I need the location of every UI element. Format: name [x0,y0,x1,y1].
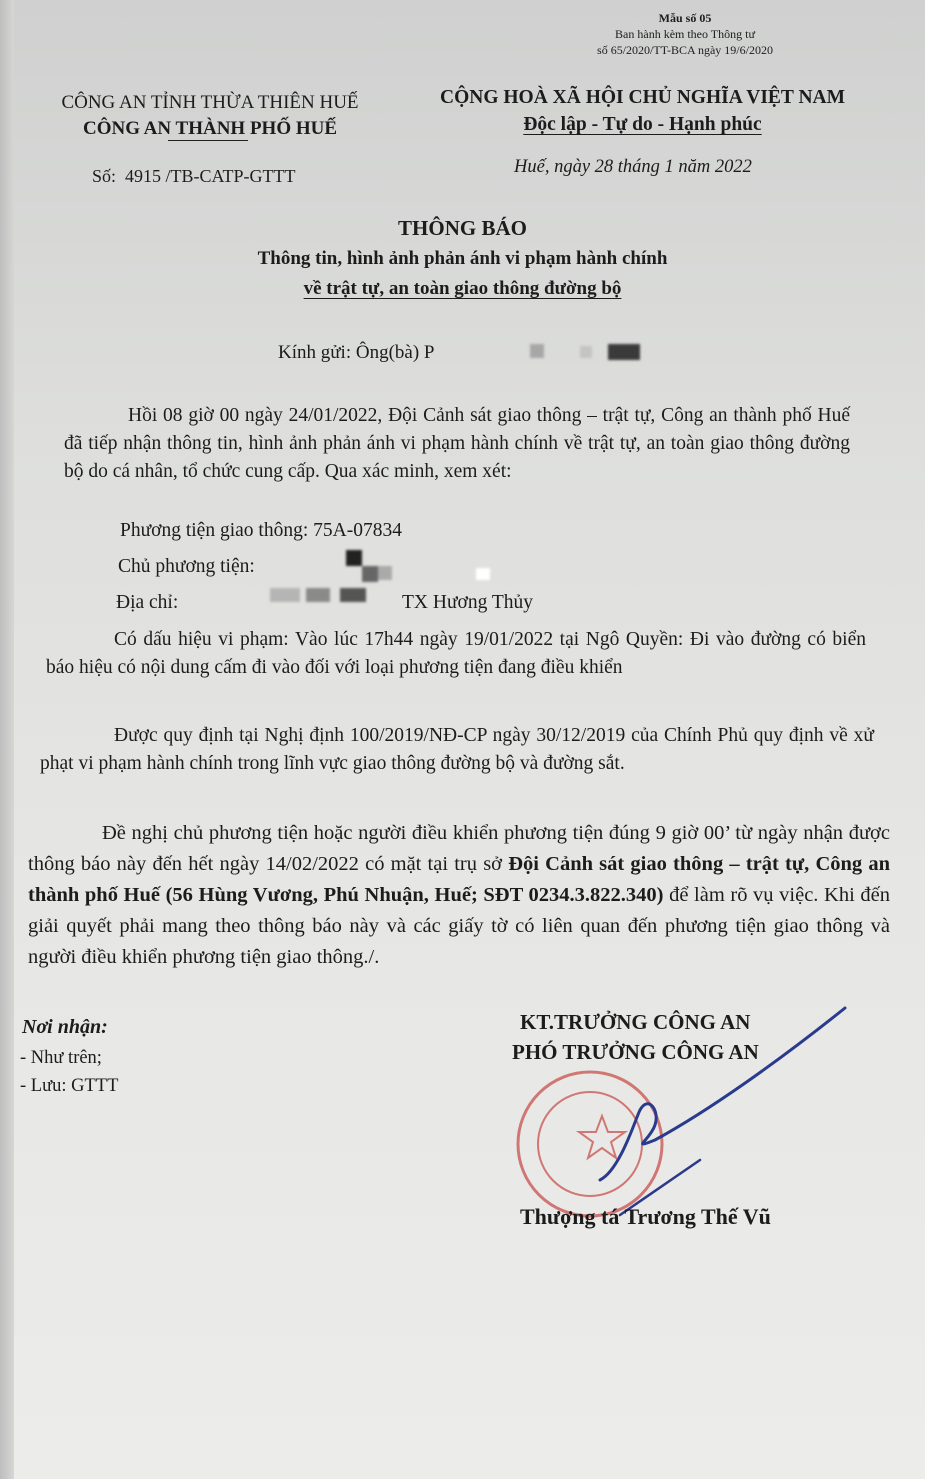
issuer-header [40,90,380,142]
paragraph-intro: Hồi 08 giờ 00 ngày 24/01/2022, Đội Cảnh sát giao thông – trật tự, Công an thành phố Huế đã tiếp nhận thông tin, hình ảnh phản ánh vi phạm hành chính về trật tự, an toàn giao thông đường bộ do cá nhân, tổ chức cung cấp. Qua xác minh, xem xét: [64,405,850,482]
owner-line [118,556,255,578]
vehicle-label: Phương tiện giao thông: [120,520,309,541]
document-date: Huế, ngày 28 tháng 1 năm 2022 [514,157,752,177]
recipients-heading: Nơi nhận: [22,1016,108,1038]
request-office: Đội Cảnh sát giao thông – trật tự, Công an thành phố Huế (56 Hùng Vương, Phú Nhuận, Huế; SĐT 0234.3.822.340) [28,853,890,906]
form-number: Mẫu số 05 [658,11,712,25]
address-value: TX Hương Thủy [402,592,534,613]
signer-name: Thượng tá Trương Thế Vũ [520,1204,771,1229]
paragraph-request [28,818,890,973]
recipient-item: - Như trên; [20,1048,102,1068]
recipient-item: - Lưu: GTTT [20,1076,119,1096]
address-label: Địa chỉ: [116,592,179,613]
redacted-address [240,588,380,604]
vehicle-plate: 75A-07834 [313,520,402,541]
document-title: THÔNG BÁO [398,216,527,240]
greeting: Kính gửi: Ông(bà) P [278,342,435,363]
form-note [570,10,800,58]
document-number [92,166,296,187]
subtitle-line-2: về trật tự, an toàn giao thông đường bộ [303,278,622,299]
document-number-value: 4915 /TB-CATP-GTTT [125,166,296,186]
document-number-label: Số: [92,166,117,186]
owner-label: Chủ phương tiện: [118,556,255,577]
national-name: CỘNG HOÀ XÃ HỘI CHỦ NGHĨA VIỆT NAM [439,87,846,108]
redacted-owner-name [300,550,500,586]
document-subtitle [0,244,925,304]
request-text-1: Đề nghị chủ phương tiện hoặc người điều khiển phương tiện đúng 9 giờ 00’ từ ngày nhận được thông báo này đến hết ngày 14/02/2022 có mặt tại trụ sở [28,822,890,875]
handwritten-signature [560,1000,860,1230]
national-header [410,84,875,138]
vehicle-line [120,520,402,542]
subtitle-line-1: Thông tin, hình ảnh phản ánh vi phạm hành chính [257,248,668,269]
form-circular: số 65/2020/TT-BCA ngày 19/6/2020 [597,43,773,57]
redacted-recipient-name [500,344,650,360]
signature-title-2: PHÓ TRƯỞNG CÔNG AN [512,1040,759,1064]
request-text-2: để làm rõ vụ việc. Khi đến giải quyết phải mang theo thông báo này và các giấy tờ có liên quan đến phương tiện giao thông và người điều khiển phương tiện giao thông./. [28,884,890,968]
issuer-unit: CÔNG AN THÀNH PHỐ HUẾ [82,118,338,139]
form-issued-with: Ban hành kèm theo Thông tư [615,27,755,41]
signature-title-1: KT.TRƯỞNG CÔNG AN [520,1010,751,1034]
paragraph-violation: Có dấu hiệu vi phạm: Vào lúc 17h44 ngày 19/01/2022 tại Ngô Quyền: Đi vào đường có biển báo hiệu có nội dung cấm đi vào đối với loại phương tiện đang điều khiển [46,629,866,678]
issuer-parent: CÔNG AN TỈNH THỪA THIÊN HUẾ [61,92,359,113]
issuer-underline [168,140,248,141]
national-motto: Độc lập - Tự do - Hạnh phúc [523,114,762,135]
address-line [116,592,178,614]
paragraph-regulation: Được quy định tại Nghị định 100/2019/NĐ-CP ngày 30/12/2019 của Chính Phủ quy định về xử phạt vi phạm hành chính trong lĩnh vực giao thông đường bộ và đường sắt. [40,725,874,774]
